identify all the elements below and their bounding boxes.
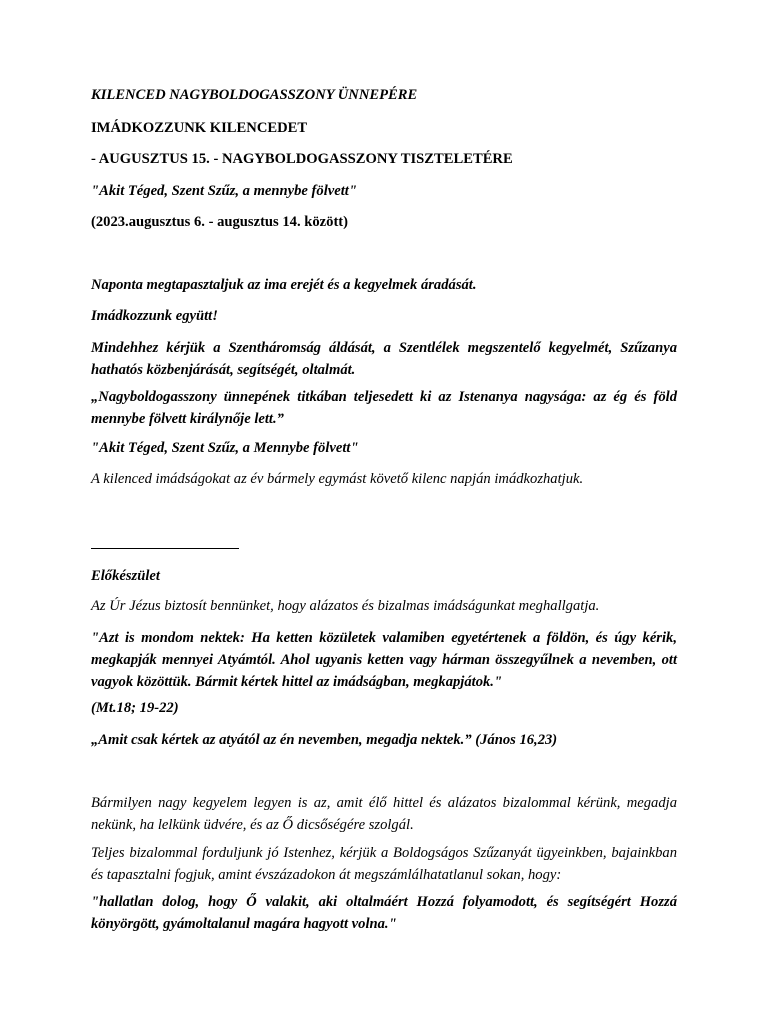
intro-paragraph-4: „Nagyboldogasszony ünnepének titkában teljesedett ki az Istenanya nagysága: az ég és föld mennybe fölvett királynője lett.” bbox=[91, 389, 677, 427]
paragraph-3: "hallatlan dolog, hogy Ő valakit, aki oltalmáért Hozzá folyamodott, és segítségért Hozzá könyörgött, gyámoltalanul magára hagyott volna." bbox=[91, 894, 677, 932]
intro-line-2: Imádkozzunk együtt! bbox=[91, 308, 218, 324]
feast-line: - AUGUSZTUS 15. - NAGYBOLDOGASSZONY TISZTELETÉRE bbox=[91, 151, 513, 167]
date-range: (2023.augusztus 6. - augusztus 14. között) bbox=[91, 214, 349, 230]
document-subtitle: IMÁDKOZZUNK KILENCEDET bbox=[91, 120, 308, 136]
section-title: Előkészület bbox=[91, 568, 160, 584]
section-divider bbox=[91, 548, 239, 549]
intro-paragraph-3: Mindehhez kérjük a Szentháromság áldását, a Szentlélek megszentelő kegyelmét, Szűzanya hathatós közbenjárását, segítségét, oltalmát. bbox=[91, 340, 677, 378]
bible-reference: (Mt.18; 19-22) bbox=[91, 700, 179, 716]
quote-repeat: "Akit Téged, Szent Szűz, a Mennybe fölvett" bbox=[91, 440, 359, 456]
usage-note: A kilenced imádságokat az év bármely egymást követő kilenc napján imádkozhatjuk. bbox=[91, 471, 584, 487]
quote-heading: "Akit Téged, Szent Szűz, a mennybe fölvett" bbox=[91, 183, 357, 199]
bible-quote-john: „Amit csak kértek az atyától az én nevemben, megadja nektek.” (János 16,23) bbox=[91, 732, 558, 748]
preparation-text: Az Úr Jézus biztosít bennünket, hogy alázatos és bizalmas imádságunkat meghallgatja. bbox=[91, 598, 600, 614]
paragraph-1: Bármilyen nagy kegyelem legyen is az, amit élő hittel és alázatos bizalommal kérünk, megadja nekünk, ha lelkünk üdvére, és az Ő dicsőségére szolgál. bbox=[91, 795, 677, 833]
paragraph-2: Teljes bizalommal forduljunk jó Istenhez, kérjük a Boldogságos Szűzanyát ügyeinkben, bajainkban és tapasztalni fogjuk, amint évszázadokon át megszámlálhatatlanul sokan, hogy: bbox=[91, 845, 677, 883]
bible-quote: "Azt is mondom nektek: Ha ketten közületek valamiben egyetértenek a földön, és úgy kérik, megkapják mennyei Atyámtól. Ahol ugyanis ketten vagy hárman összegyűlnek a nevemben, ott vagyok közöttük. Bármit kértek hittel az imádságban, megkapjátok." bbox=[91, 630, 677, 690]
document-title: KILENCED NAGYBOLDOGASSZONY ÜNNEPÉRE bbox=[91, 87, 418, 103]
intro-line-1: Naponta megtapasztaljuk az ima erejét és a kegyelmek áradását. bbox=[91, 277, 477, 293]
